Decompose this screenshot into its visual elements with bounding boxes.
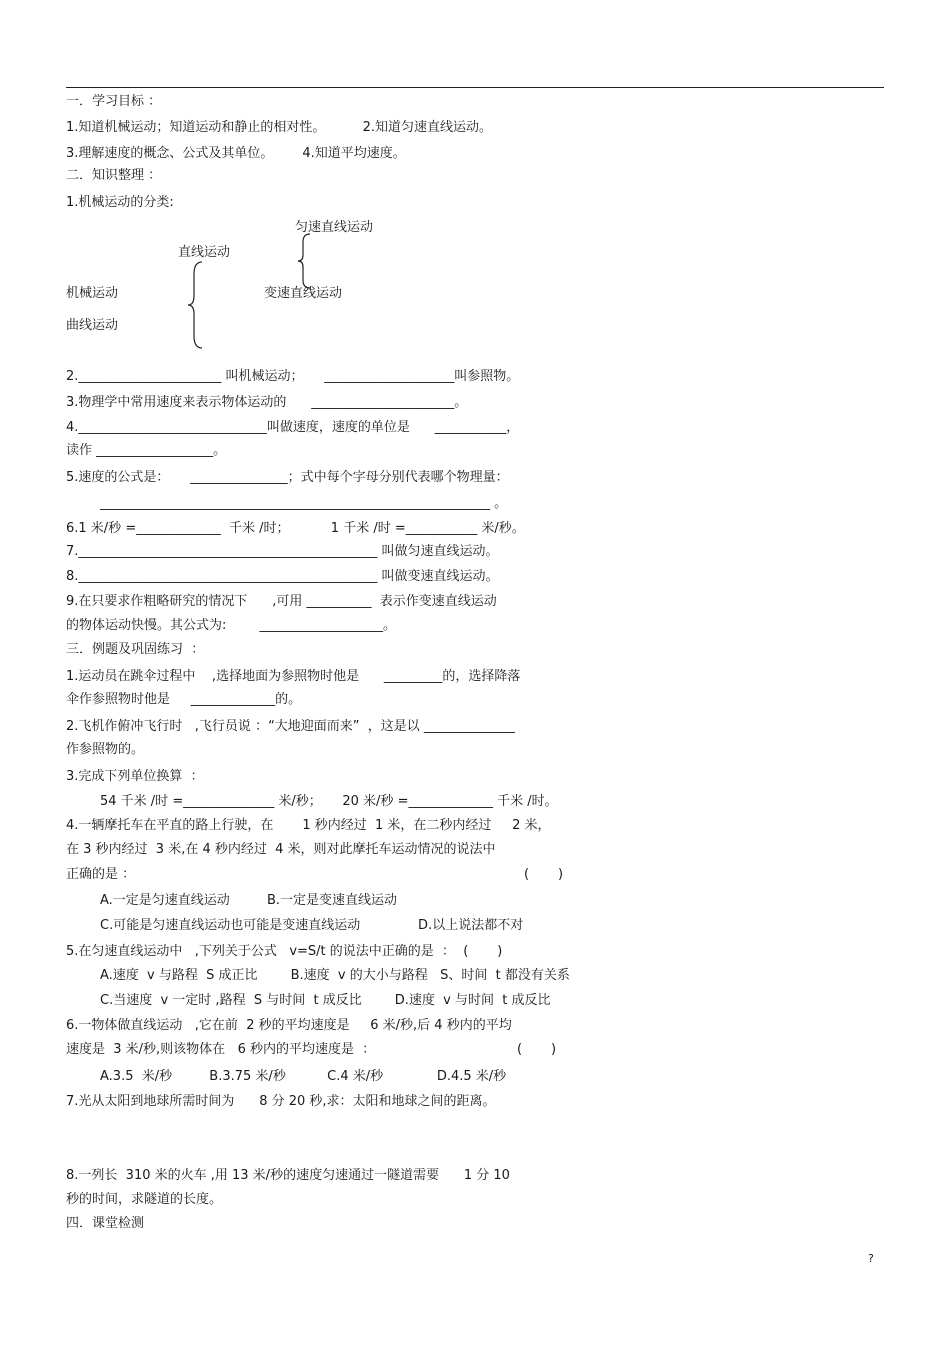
example-4-line1: 4.一辆摩托车在平直的路上行驶，在 1 秒内经过 1 米，在二秒内经过 2 米， bbox=[66, 818, 551, 833]
diagram-mechanical-motion: 机械运动 bbox=[66, 286, 119, 301]
section-heading-goals: 一．学习目标 ： bbox=[66, 94, 162, 109]
question-5-line2: ____________________________________________________________ 。 bbox=[100, 496, 508, 511]
example-4-line3: 正确的是 ： bbox=[66, 867, 136, 882]
header-rule bbox=[66, 87, 884, 88]
example-6-answer-paren: ( ) bbox=[517, 1042, 557, 1057]
example-4-line2: 在 3 秒内经过 3 米,在 4 秒内经过 4 米，则对此摩托车运动情况的说法中 bbox=[66, 842, 496, 857]
right-brace-icon bbox=[296, 232, 314, 290]
diagram-linear-motion: 直线运动 bbox=[178, 245, 231, 260]
question-3: 3.物理学中常用速度来表示物体运动的 ______________________。 bbox=[66, 395, 468, 410]
example-6-line2: 速度是 3 米/秒,则该物体在 6 秒内的平均速度是 ： bbox=[66, 1042, 376, 1057]
section-heading-examples: 三．例题及巩固练习 ： bbox=[66, 642, 205, 657]
example-4-options-ab: A.一定是匀速直线运动 B.一定是变速直线运动 bbox=[100, 893, 398, 908]
example-5-line1: 5.在匀速直线运动中 ,下列关于公式 v=S/t 的说法中正确的是 ： ( ) bbox=[66, 944, 503, 959]
example-4-options-cd: C.可能是匀速直线运动也可能是变速直线运动 D.以上说法都不对 bbox=[100, 918, 524, 933]
diagram-curved-motion: 曲线运动 bbox=[66, 318, 119, 333]
example-7: 7.光从太阳到地球所需时间为 8 分 20 秒,求：太阳和地球之间的距离。 bbox=[66, 1094, 496, 1109]
example-6-options: A.3.5 米/秒 B.3.75 米/秒 C.4 米/秒 D.4.5 米/秒 bbox=[100, 1069, 507, 1084]
left-brace-icon bbox=[186, 260, 206, 350]
diagram-uniform-linear: 匀速直线运动 bbox=[295, 220, 374, 235]
example-2-line1: 2.飞机作俯冲飞行时 ,飞行员说 ：“大地迎面而来” ，这是以 ______________ bbox=[66, 719, 515, 734]
question-9-line2: 的物体运动快慢。其公式为: ___________________。 bbox=[66, 618, 396, 633]
goal-line-2: 3.理解速度的概念、公式及其单位。 4.知道平均速度。 bbox=[66, 146, 406, 161]
question-9-line1: 9.在只要求作粗略研究的情况下 ,可用 __________ 表示作变速直线运动 bbox=[66, 594, 497, 609]
question-2: 2.______________________ 叫机械运动； ____________________叫参照物。 bbox=[66, 369, 520, 384]
question-6: 6.1 米/秒 =_____________ 千米 /时； 1 千米 /时 =___________ 米/秒。 bbox=[66, 521, 525, 536]
example-3-line2: 54 千米 /时 =______________ 米/秒； 20 米/秒 =_____________ 千米 /时。 bbox=[100, 794, 558, 809]
example-1-line2: 伞作参照物时他是 _____________的。 bbox=[66, 692, 302, 707]
example-5-options-ab: A.速度 v 与路程 S 成正比 B.速度 v 的大小与路程 S、时间 t 都没有关系 bbox=[100, 968, 570, 983]
example-8-line1: 8.一列长 310 米的火车 ,用 13 米/秒的速度匀速通过一隧道需要 1 分 10 bbox=[66, 1168, 510, 1183]
section-heading-knowledge: 二．知识整理 ： bbox=[66, 168, 162, 183]
question-4-line1: 4._____________________________叫做速度，速度的单位是 ___________， bbox=[66, 420, 520, 435]
example-2-line2: 作参照物的。 bbox=[66, 742, 145, 757]
question-5-line1: 5.速度的公式是： _______________；式中每个字母分别代表哪个物理量： bbox=[66, 470, 509, 485]
question-7: 7.______________________________________________ 叫做匀速直线运动。 bbox=[66, 544, 499, 559]
page-number: ? bbox=[868, 1252, 874, 1265]
example-1-line1: 1.运动员在跳伞过程中 ,选择地面为参照物时他是 _________的，选择降落 bbox=[66, 669, 521, 684]
diagram-variable-linear: 变速直线运动 bbox=[264, 286, 343, 301]
example-6-line1: 6.一物体做直线运动 ,它在前 2 秒的平均速度是 6 米/秒,后 4 秒内的平均 bbox=[66, 1018, 512, 1033]
example-8-line2: 秒的时间，求隧道的长度。 bbox=[66, 1192, 223, 1207]
example-4-answer-paren: ( ) bbox=[524, 867, 564, 882]
question-4-line2: 读作 __________________。 bbox=[66, 443, 227, 458]
question-8: 8.______________________________________________ 叫做变速直线运动。 bbox=[66, 569, 499, 584]
goal-line-1: 1.知道机械运动；知道运动和静止的相对性。 2.知道匀速直线运动。 bbox=[66, 120, 492, 135]
example-3-line1: 3.完成下列单位换算 ： bbox=[66, 769, 204, 784]
example-5-options-cd: C.当速度 v 一定时 ,路程 S 与时间 t 成反比 D.速度 v 与时间 t 成反比 bbox=[100, 993, 551, 1008]
classification-title: 1.机械运动的分类: bbox=[66, 195, 174, 210]
section-heading-classroom-test: 四．课堂检测 bbox=[66, 1216, 145, 1231]
